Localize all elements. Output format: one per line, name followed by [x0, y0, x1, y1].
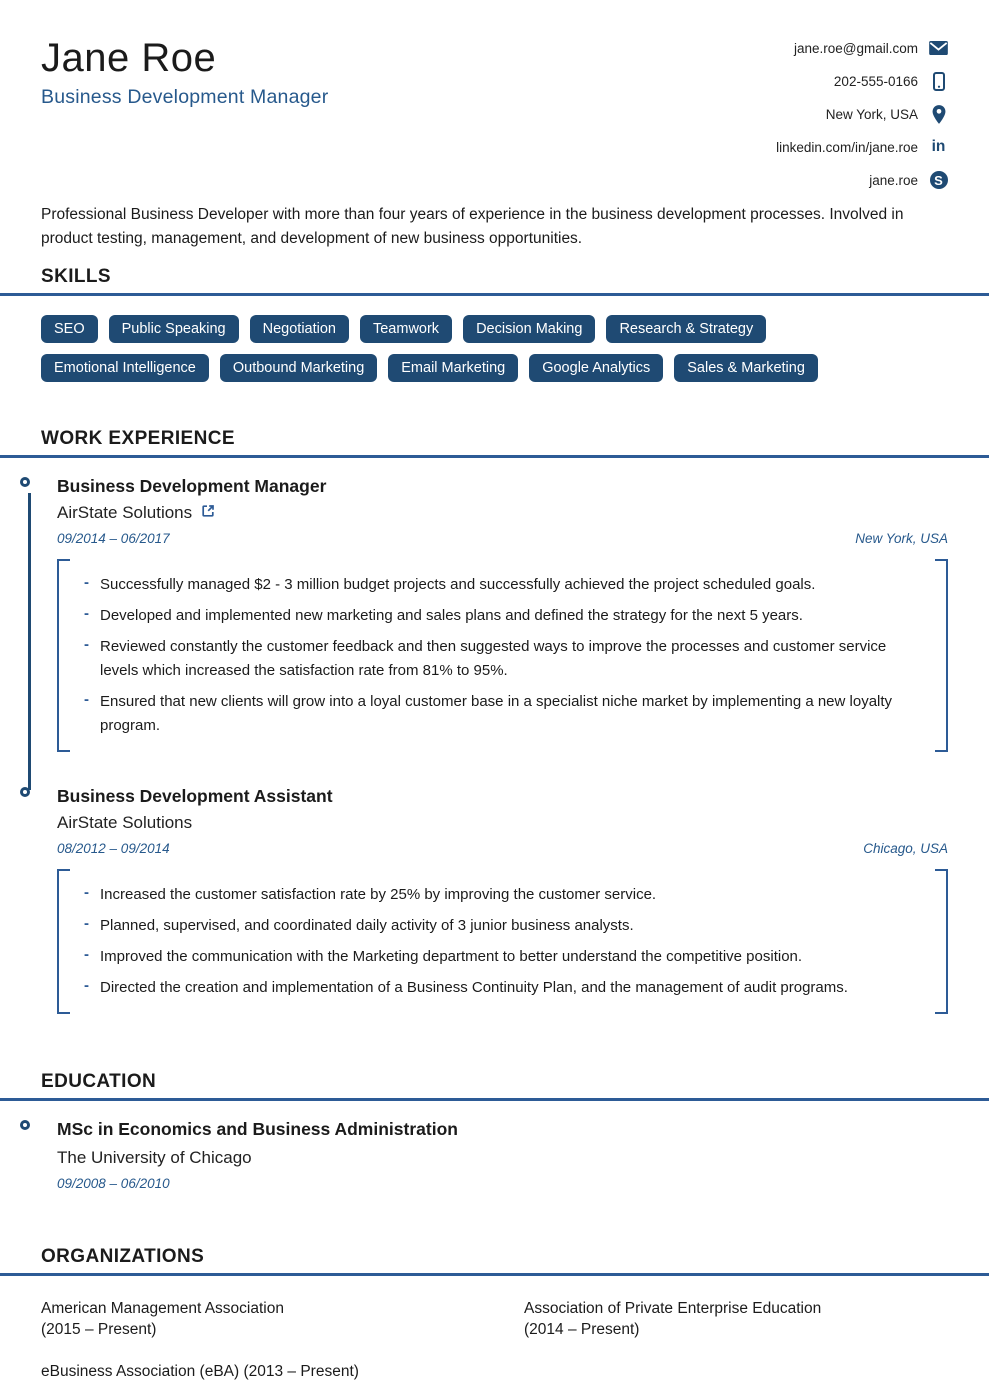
- job-company-row: [57, 809, 948, 836]
- organization-item: [41, 1361, 524, 1382]
- education-entry: [57, 1116, 948, 1191]
- skill-badge: Public Speaking: [109, 315, 239, 343]
- job-title: Business Development Assistant: [57, 786, 333, 806]
- job-bullet: - Ensured that new clients will grow into a loyal customer base in a specialist niche market by implementing a new loyalty program.: [83, 690, 922, 738]
- phone-icon: [929, 72, 948, 91]
- contact-location-value: New York, USA: [825, 106, 918, 122]
- education-dates: 09/2008 – 06/2010: [57, 1176, 170, 1191]
- organization-dates: (2015 – Present): [41, 1321, 157, 1338]
- skill-badge: Google Analytics: [529, 354, 663, 382]
- person-name: Jane Roe: [41, 36, 217, 80]
- job-company-row: [57, 499, 948, 526]
- job-company: AirState Solutions: [57, 813, 193, 832]
- job-bullet: - Developed and implemented new marketing and sales plans and defined the strategy for the next 5 years.: [83, 604, 922, 628]
- organization-item: [524, 1298, 948, 1340]
- job-bullets: [57, 869, 948, 1014]
- skill-badge: Research & Strategy: [606, 315, 766, 343]
- job-entry: [57, 783, 948, 1014]
- job-bullets: [57, 559, 948, 752]
- skill-badge: Teamwork: [360, 315, 452, 343]
- person-job-title: Business Development Manager: [41, 85, 329, 108]
- job-bullet: - Successfully managed $2 - 3 million budget projects and successfully achieved the project scheduled goals.: [83, 573, 922, 597]
- linkedin-icon: [929, 138, 948, 157]
- skills-heading: SKILLS: [41, 266, 111, 287]
- timeline-dot: [20, 477, 30, 487]
- skills-badge-row: [41, 315, 948, 343]
- skill-badge: Decision Making: [463, 315, 595, 343]
- education-section: [0, 1071, 989, 1191]
- organizations-section: [0, 1246, 989, 1382]
- external-link-icon[interactable]: [201, 499, 215, 526]
- organization-name: Association of Private Enterprise Education: [524, 1300, 822, 1317]
- organization-name: American Management Association: [41, 1300, 284, 1317]
- skills-section: [0, 266, 989, 382]
- school-name: The University of Chicago: [57, 1148, 252, 1167]
- degree-title: MSc in Economics and Business Administration: [57, 1119, 458, 1139]
- job-company: AirState Solutions: [57, 503, 193, 522]
- job-bullet: - Directed the creation and implementation of a Business Continuity Plan, and the management of audit programs.: [83, 976, 922, 1000]
- identity-block: [41, 36, 328, 109]
- header: [0, 0, 989, 190]
- organizations-heading: ORGANIZATIONS: [41, 1246, 205, 1267]
- skype-icon: [929, 171, 948, 190]
- work-experience-heading: WORK EXPERIENCE: [41, 428, 235, 449]
- work-experience-section: [0, 428, 989, 1014]
- job-bullet: - Planned, supervised, and coordinated daily activity of 3 junior business analysts.: [83, 914, 922, 938]
- contact-email-value[interactable]: jane.roe@gmail.com: [793, 40, 918, 56]
- skill-badge: Email Marketing: [388, 354, 518, 382]
- contact-row-location: [776, 104, 948, 124]
- section-divider: [0, 1273, 989, 1276]
- email-icon: [929, 39, 948, 58]
- contact-row-email[interactable]: [776, 38, 948, 58]
- skill-badge: Sales & Marketing: [674, 354, 818, 382]
- timeline-dot: [20, 1120, 30, 1130]
- job-bullet: - Reviewed constantly the customer feedback and then suggested ways to improve the processes and customer service levels which increased the satisfaction rate from 81% to 95%.: [83, 635, 922, 683]
- location-icon: [929, 105, 948, 124]
- job-entry: [57, 473, 948, 752]
- organization-name: eBusiness Association (eBA) (2013 – Present): [41, 1363, 359, 1380]
- job-location: Chicago, USA: [863, 841, 948, 856]
- work-timeline: [0, 458, 989, 1014]
- skill-badge: SEO: [41, 315, 98, 343]
- timeline-dot: [20, 787, 30, 797]
- contact-skype-value[interactable]: jane.roe: [869, 172, 918, 188]
- job-location: New York, USA: [855, 531, 948, 546]
- job-dates: 08/2012 – 09/2014: [57, 841, 170, 856]
- contact-row-skype[interactable]: [776, 170, 948, 190]
- education-timeline: [0, 1101, 989, 1191]
- job-meta-row: [57, 529, 948, 549]
- job-bullet: - Increased the customer satisfaction rate by 25% by improving the customer service.: [83, 883, 922, 907]
- job-bullet: - Improved the communication with the Marketing department to better understand the competitive position.: [83, 945, 922, 969]
- job-meta-row: [57, 839, 948, 859]
- skills-badges: [0, 315, 989, 382]
- section-divider: [0, 293, 989, 296]
- skill-badge: Outbound Marketing: [220, 354, 377, 382]
- contact-row-phone[interactable]: [776, 71, 948, 91]
- skill-badge: Negotiation: [250, 315, 349, 343]
- organization-dates: (2014 – Present): [524, 1321, 640, 1338]
- timeline-connector: [28, 493, 31, 790]
- summary-text: Professional Business Developer with more than four years of experience in the business development processes. Involved in product testing, management, and development of new business opportunities.: [41, 206, 904, 247]
- skills-badge-row: [41, 354, 948, 382]
- skill-badge: Emotional Intelligence: [41, 354, 209, 382]
- organizations-list: [0, 1298, 989, 1382]
- job-dates: 09/2014 – 06/2017: [57, 531, 170, 546]
- contact-phone-value[interactable]: 202-555-0166: [833, 73, 918, 89]
- organization-item: [41, 1298, 524, 1340]
- contact-linkedin-value[interactable]: linkedin.com/in/jane.roe: [776, 139, 918, 155]
- contact-row-linkedin[interactable]: [776, 137, 948, 157]
- job-title: Business Development Manager: [57, 476, 327, 496]
- education-heading: EDUCATION: [41, 1071, 157, 1092]
- contact-block: [776, 36, 948, 190]
